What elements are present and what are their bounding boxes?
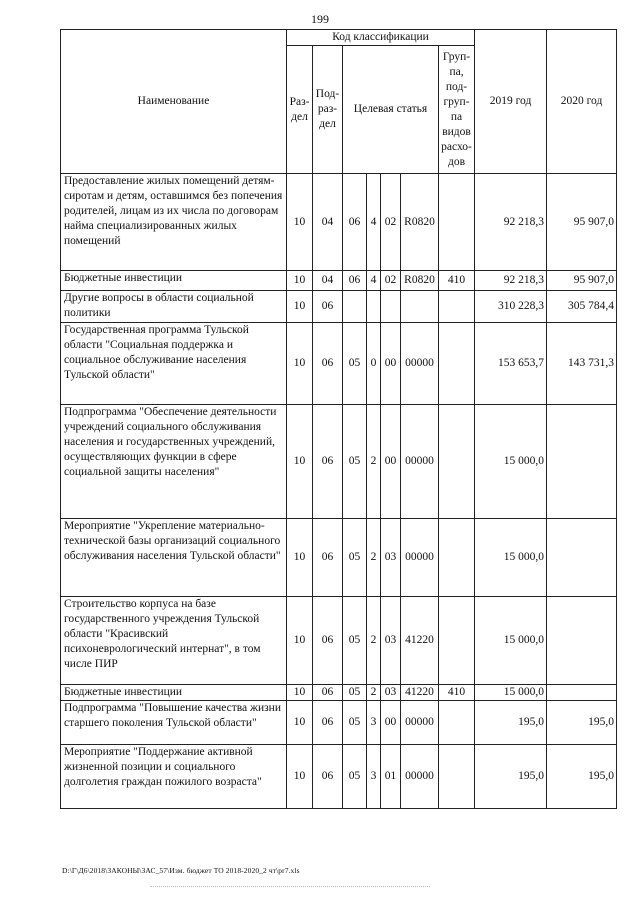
row-value-2019: 15 000,0 (475, 405, 547, 519)
row-value-2019: 195,0 (475, 745, 547, 809)
row-razdel: 10 (287, 174, 313, 271)
row-podrazdel: 06 (313, 291, 343, 323)
row-value-2019: 92 218,3 (475, 271, 547, 291)
row-value-2020 (547, 597, 617, 685)
row-target-subprogram: 0 (367, 323, 381, 405)
row-expense-type (439, 745, 475, 809)
row-target-event: 00 (381, 323, 401, 405)
table-row (61, 323, 617, 405)
row-target-program: 05 (343, 519, 367, 597)
row-expense-type: 410 (439, 685, 475, 701)
row-value-2019: 15 000,0 (475, 597, 547, 685)
row-target-subprogram: 4 (367, 271, 381, 291)
table-row (61, 597, 617, 685)
row-podrazdel: 06 (313, 685, 343, 701)
row-value-2019: 195,0 (475, 701, 547, 745)
row-podrazdel: 06 (313, 745, 343, 809)
row-expense-type: 410 (439, 271, 475, 291)
row-value-2020: 95 907,0 (547, 271, 617, 291)
row-target-program: 06 (343, 174, 367, 271)
row-value-2020: 305 784,4 (547, 291, 617, 323)
row-expense-type (439, 174, 475, 271)
row-target-event: 03 (381, 519, 401, 597)
row-target-subprogram (367, 291, 381, 323)
row-value-2019: 310 228,3 (475, 291, 547, 323)
row-target-program: 05 (343, 597, 367, 685)
row-target-event: 03 (381, 685, 401, 701)
row-razdel: 10 (287, 745, 313, 809)
header-name: Наименование (61, 30, 287, 174)
row-value-2020: 143 731,3 (547, 323, 617, 405)
row-name: Предоставление жилых помещений детям-сиротам и детям, оставшимся без попечения родителей, лицам из их числа по договорам найма специализированных жилых помещений (61, 174, 287, 271)
row-target-program: 06 (343, 271, 367, 291)
row-value-2020: 195,0 (547, 745, 617, 809)
row-target-program: 05 (343, 745, 367, 809)
row-target-direction: R0820 (401, 271, 439, 291)
header-target-article: Целевая статья (343, 46, 439, 174)
row-name: Подпрограмма "Повышение качества жизни старшего поколения Тульской области" (61, 701, 287, 745)
table-row (61, 405, 617, 519)
row-value-2019: 15 000,0 (475, 685, 547, 701)
row-razdel: 10 (287, 291, 313, 323)
row-target-direction: 00000 (401, 701, 439, 745)
row-expense-type (439, 323, 475, 405)
row-expense-type (439, 701, 475, 745)
row-target-direction: 41220 (401, 597, 439, 685)
row-target-program: 05 (343, 323, 367, 405)
row-name: Мероприятие "Укрепление материально-технической базы организаций социального обслуживания населения Тульской области" (61, 519, 287, 597)
header-razdel: Раз- дел (287, 46, 313, 174)
row-name: Бюджетные инвестиции (61, 271, 287, 291)
header-podrazdel: Под- раз- дел (313, 46, 343, 174)
row-razdel: 10 (287, 685, 313, 701)
row-value-2019: 15 000,0 (475, 519, 547, 597)
table-row (61, 271, 617, 291)
row-target-event: 00 (381, 405, 401, 519)
row-podrazdel: 06 (313, 519, 343, 597)
budget-table (60, 29, 617, 809)
row-target-program: 05 (343, 405, 367, 519)
row-expense-type (439, 405, 475, 519)
header-expense-group: Груп- па, под- груп- па видов расхо- дов (439, 46, 475, 174)
row-podrazdel: 04 (313, 271, 343, 291)
row-name: Другие вопросы в области социальной политики (61, 291, 287, 323)
row-target-direction: 00000 (401, 519, 439, 597)
table-row (61, 701, 617, 745)
row-target-subprogram: 2 (367, 685, 381, 701)
row-podrazdel: 04 (313, 174, 343, 271)
row-target-subprogram: 3 (367, 745, 381, 809)
table-row (61, 745, 617, 809)
row-target-subprogram: 2 (367, 405, 381, 519)
row-podrazdel: 06 (313, 323, 343, 405)
header-classification: Код классификации (287, 30, 475, 46)
row-target-event: 02 (381, 271, 401, 291)
row-expense-type (439, 519, 475, 597)
row-razdel: 10 (287, 519, 313, 597)
row-target-event: 01 (381, 745, 401, 809)
row-target-event: 03 (381, 597, 401, 685)
table-row (61, 174, 617, 271)
row-value-2020 (547, 685, 617, 701)
row-name: Подпрограмма "Обеспечение деятельности учреждений социального обслуживания населения и государственных учреждений, осуществляющих функции в сфере социальной защиты населения" (61, 405, 287, 519)
row-value-2020 (547, 405, 617, 519)
row-target-program: 05 (343, 685, 367, 701)
row-target-subprogram: 2 (367, 519, 381, 597)
row-razdel: 10 (287, 597, 313, 685)
row-target-direction: R0820 (401, 174, 439, 271)
row-value-2019: 153 653,7 (475, 323, 547, 405)
row-target-event: 02 (381, 174, 401, 271)
file-path-footer: D:\Г\Д6\2018\ЗАКОНЫ\ЗАС_57\Изм. бюджет ТО 2018-2020_2 чт\pr7.xls (62, 866, 300, 875)
table-row (61, 291, 617, 323)
row-value-2020: 195,0 (547, 701, 617, 745)
row-value-2020 (547, 519, 617, 597)
row-expense-type (439, 597, 475, 685)
row-razdel: 10 (287, 405, 313, 519)
table-row (61, 519, 617, 597)
row-razdel: 10 (287, 701, 313, 745)
row-target-event: 00 (381, 701, 401, 745)
table-row (61, 685, 617, 701)
row-value-2019: 92 218,3 (475, 174, 547, 271)
row-target-direction (401, 291, 439, 323)
row-target-event (381, 291, 401, 323)
row-target-subprogram: 3 (367, 701, 381, 745)
row-razdel: 10 (287, 323, 313, 405)
header-year-2019: 2019 год (475, 30, 547, 174)
row-target-program (343, 291, 367, 323)
row-target-direction: 41220 (401, 685, 439, 701)
row-name: Строительство корпуса на базе государственного учреждения Тульской области "Красивский психоневрологический интернат", в том числе ПИР (61, 597, 287, 685)
row-name: Государственная программа Тульской области "Социальная поддержка и социальное обслуживание населения Тульской области" (61, 323, 287, 405)
row-razdel: 10 (287, 271, 313, 291)
row-target-direction: 00000 (401, 745, 439, 809)
row-podrazdel: 06 (313, 405, 343, 519)
row-podrazdel: 06 (313, 701, 343, 745)
row-target-subprogram: 2 (367, 597, 381, 685)
row-target-direction: 00000 (401, 405, 439, 519)
row-podrazdel: 06 (313, 597, 343, 685)
row-target-program: 05 (343, 701, 367, 745)
row-value-2020: 95 907,0 (547, 174, 617, 271)
row-target-subprogram: 4 (367, 174, 381, 271)
row-name: Бюджетные инвестиции (61, 685, 287, 701)
header-year-2020: 2020 год (547, 30, 617, 174)
row-target-direction: 00000 (401, 323, 439, 405)
scan-artifact (150, 886, 430, 887)
page-number: 199 (311, 12, 329, 26)
row-name: Мероприятие "Поддержание активной жизненной позиции и социального долголетия граждан пожилого возраста" (61, 745, 287, 809)
row-expense-type (439, 291, 475, 323)
